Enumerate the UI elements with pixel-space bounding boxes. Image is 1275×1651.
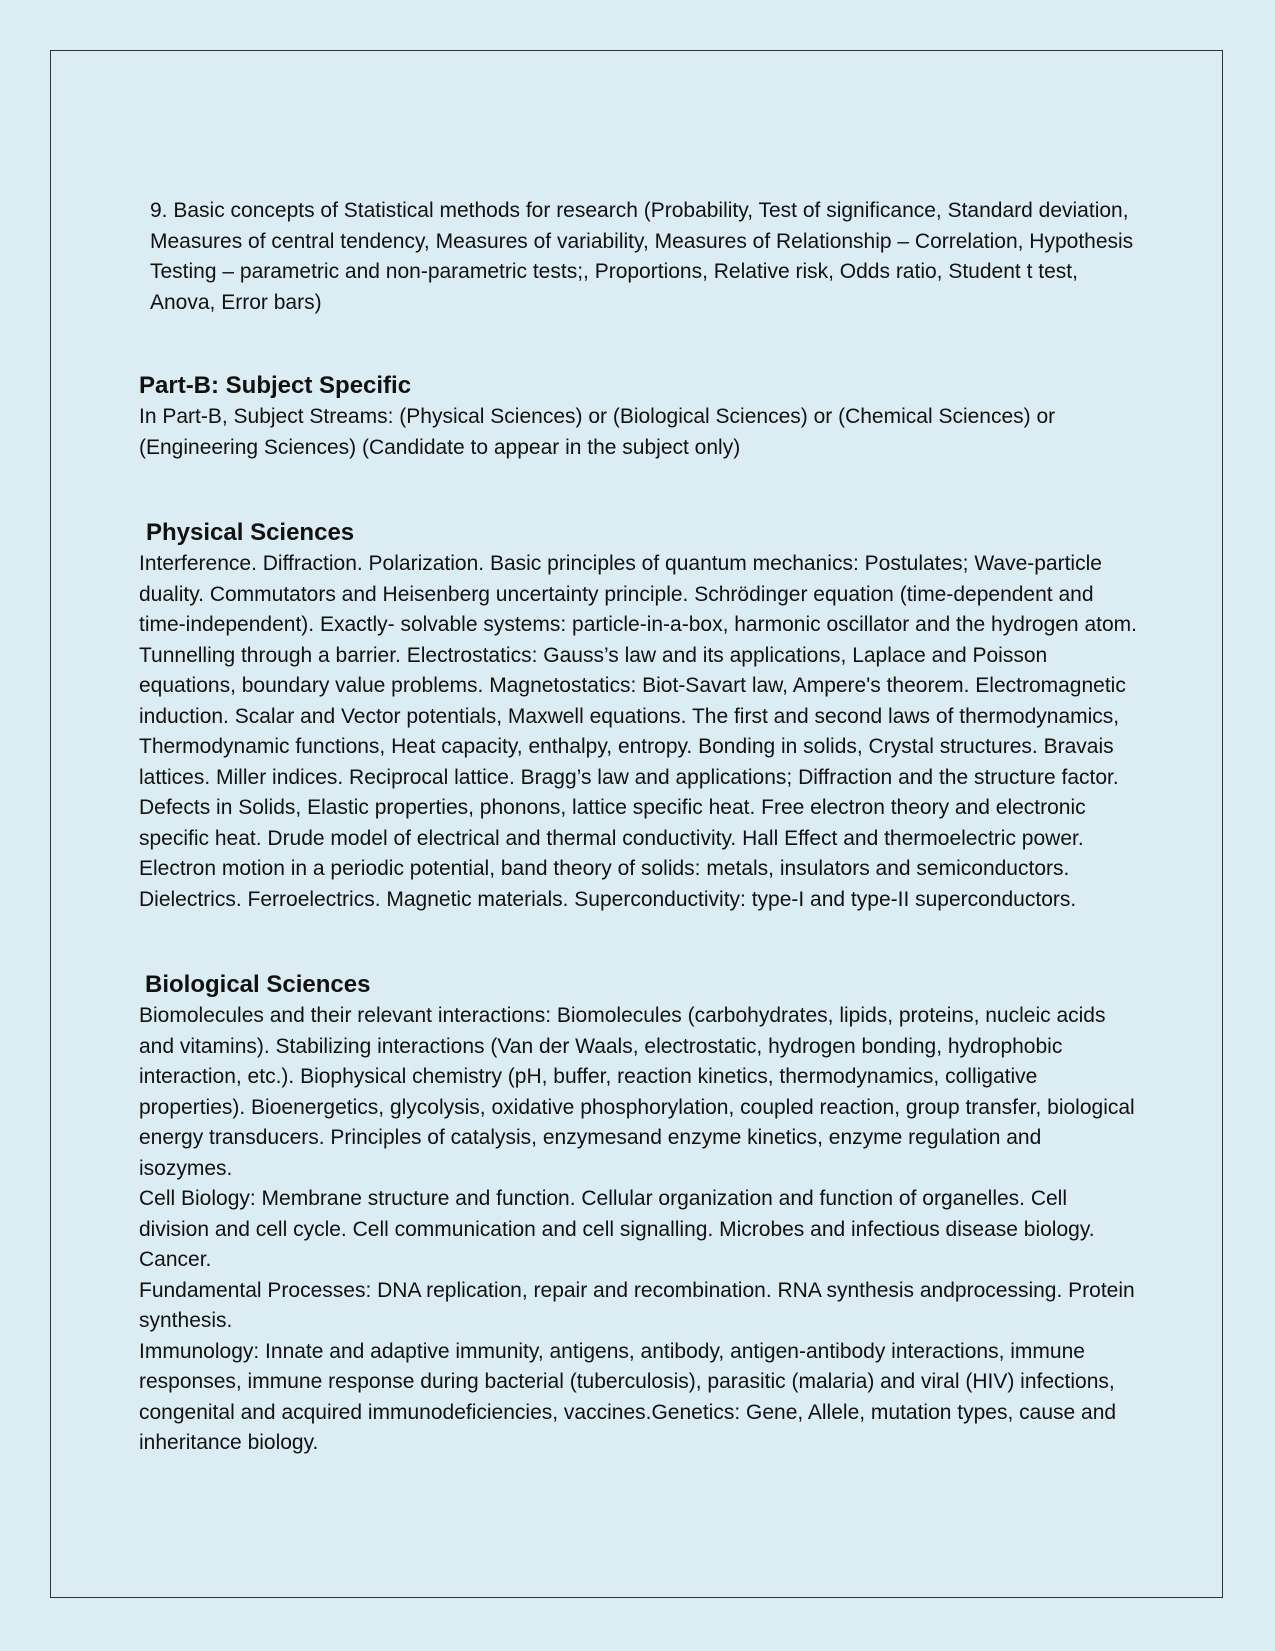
biological-sciences-heading: Biological Sciences (145, 971, 371, 998)
fundamental-processes-paragraph: Fundamental Processes: DNA replication, repair and recombination. RNA synthesis andprocessing. Protein synthesis. (139, 1278, 1135, 1332)
part-b-heading: Part-B: Subject Specific (139, 372, 412, 399)
document-content (139, 196, 1139, 1459)
statistics-item-9: 9. Basic concepts of Statistical methods for research (Probability, Test of significance, Standard deviation, Measures of central tendency, Measures of variability, Measures of Relationship – Correlation, Hypothesis Testing – parametric and non-parametric tests;, Proportions, Relative risk, Odds ratio, Student t test, Anova, Error bars) (150, 199, 1134, 314)
physical-sciences-heading: Physical Sciences (146, 519, 355, 546)
immunology-genetics-paragraph: Immunology: Innate and adaptive immunity, antigens, antibody, antigen-antibody interactions, immune responses, immune response during bacterial (tuberculosis), parasitic (malaria) and viral (HIV) infections, congenital and acquired immunodeficiencies, vaccines.Genetics: Gene, Allele, mutation types, cause and inheritance biology. (139, 1339, 1117, 1454)
part-b-description: In Part-B, Subject Streams: (Physical Sciences) or (Biological Sciences) or (Chemical Sciences) or (Engineering Sciences) (Candidate to appear in the subject only) (139, 405, 1056, 459)
cell-biology-paragraph: Cell Biology: Membrane structure and function. Cellular organization and function of organelles. Cell division and cell cycle. Cell communication and cell signalling. Microbes and infectious disease biology. Cancer. (139, 1187, 1095, 1271)
biomolecules-paragraph: Biomolecules and their relevant interactions: Biomolecules (carbohydrates, lipids, proteins, nucleic acids and vitamins). Stabilizing interactions (Van der Waals, electrostatic, hydrogen bonding, hydrophobic interaction, etc.). Biophysical chemistry (pH, buffer, reaction kinetics, thermodynamics, colligative properties). Bioenergetics, glycolysis, oxidative phosphorylation, coupled reaction, group transfer, biological energy transducers. Principles of catalysis, enzymesand enzyme kinetics, enzyme regulation and isozymes. (139, 1004, 1135, 1180)
physical-sciences-syllabus: Interference. Diffraction. Polarization. Basic principles of quantum mechanics: Postulates; Wave-particle duality. Commutators and Heisenberg uncertainty principle. Schrödinger equation (time-dependent and time-independent). Exactly- solvable systems: particle-in-a-box, harmonic oscillator and the hydrogen atom. Tunnelling through a barrier. Electrostatics: Gauss’s law and its applications, Laplace and Poisson equations, boundary value problems. Magnetostatics: Biot-Savart law, Ampere's theorem. Electromagnetic induction. Scalar and Vector potentials, Maxwell equations. The first and second laws of thermodynamics, Thermodynamic functions, Heat capacity, enthalpy, entropy. Bonding in solids, Crystal structures. Bravais lattices. Miller indices. Reciprocal lattice. Bragg’s law and applications; Diffraction and the structure factor. Defects in Solids, Elastic properties, phonons, lattice specific heat. Free electron theory and electronic specific heat. Drude model of electrical and thermal conductivity. Hall Effect and thermoelectric power. Electron motion in a periodic potential, band theory of solids: metals, insulators and semiconductors. Dielectrics. Ferroelectrics. Magnetic materials. Superconductivity: type-I and type-II superconductors. (139, 552, 1137, 911)
